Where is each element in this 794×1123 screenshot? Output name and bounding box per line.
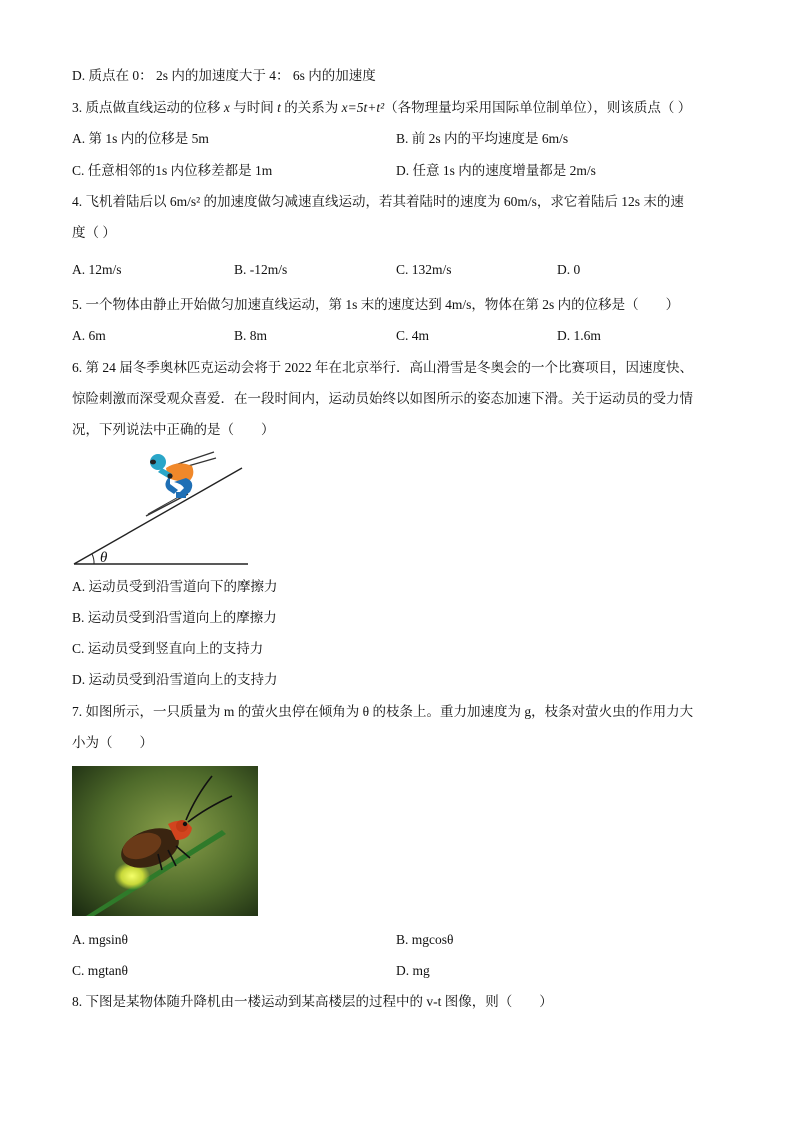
q5-option-c: C. 4m [396,328,430,343]
q5-option-b: B. 8m [234,328,268,343]
q6-stem-line2: 惊险刺激而深受观众喜爱．在一段时间内，运动员始终以如图所示的姿态加速下滑。关于运动员的受力情 [72,391,693,406]
q8-stem: 8. 下图是某物体随升降机由一楼运动到某高楼层的过程中的 v-t 图像，则（ ） [72,994,553,1009]
q7-stem-line2: 小为（ ） [72,735,153,750]
q3-option-c: C. 任意相邻的1s 内位移差都是 1m [72,163,273,178]
skier-slope-figure [70,448,252,572]
q4-option-b: B. -12m/s [234,262,288,277]
angle-arc [92,554,94,564]
q5-option-d: D. 1.6m [557,328,601,343]
q2-option-d: D. 质点在 0： 2s 内的加速度大于 4： 6s 内的加速度 [72,68,376,83]
q6-option-b: B. 运动员受到沿雪道向上的摩擦力 [72,610,277,625]
q6-stem-line1: 6. 第 24 届冬季奥林匹克运动会将于 2022 年在北京举行．高山滑雪是冬奥会的一个比赛项目，因速度快、 [72,360,693,375]
q4-option-c: C. 132m/s [396,262,452,277]
q5-option-a: A. 6m [72,328,106,343]
q4-option-a: A. 12m/s [72,262,122,277]
q6-stem-line3: 况，下列说法中正确的是（ ） [72,422,275,437]
theta-label: θ [100,550,108,566]
q3-option-a: A. 第 1s 内的位移是 5m [72,131,209,146]
q7-option-b: B. mgcosθ [396,932,454,947]
q4-stem-line1: 4. 飞机着陆后以 6m/s² 的加速度做匀减速直线运动，若其着陆时的速度为 60m/s，求它着陆后 12s 末的速 [72,194,684,209]
q6-option-a: A. 运动员受到沿雪道向下的摩擦力 [72,579,278,594]
q4-stem-line2: 度（ ） [72,225,116,240]
q7-stem-line1: 7. 如图所示，一只质量为 m 的萤火虫停在倾角为 θ 的枝条上。重力加速度为 g，枝条对萤火虫的作用力大 [72,704,694,719]
q3-stem: 3. 质点做直线运动的位移 x 与时间 t 的关系为 x=5t+t²（各物理量均采用国际单位制单位），则该质点（ ） [72,100,692,115]
firefly-photo [72,766,258,916]
q6-option-d: D. 运动员受到沿雪道向上的支持力 [72,672,278,687]
q7-option-d: D. mg [396,963,430,978]
q4-option-d: D. 0 [557,262,581,277]
q5-stem: 5. 一个物体由静止开始做匀加速直线运动，第 1s 末的速度达到 4m/s，物体在第 2s 内的位移是（ ） [72,297,680,312]
q3-option-d: D. 任意 1s 内的速度增量都是 2m/s [396,163,596,178]
q3-option-b: B. 前 2s 内的平均速度是 6m/s [396,131,569,146]
q7-option-a: A. mgsinθ [72,932,128,947]
q6-option-c: C. 运动员受到竖直向上的支持力 [72,641,264,656]
q7-option-c: C. mgtanθ [72,963,128,978]
